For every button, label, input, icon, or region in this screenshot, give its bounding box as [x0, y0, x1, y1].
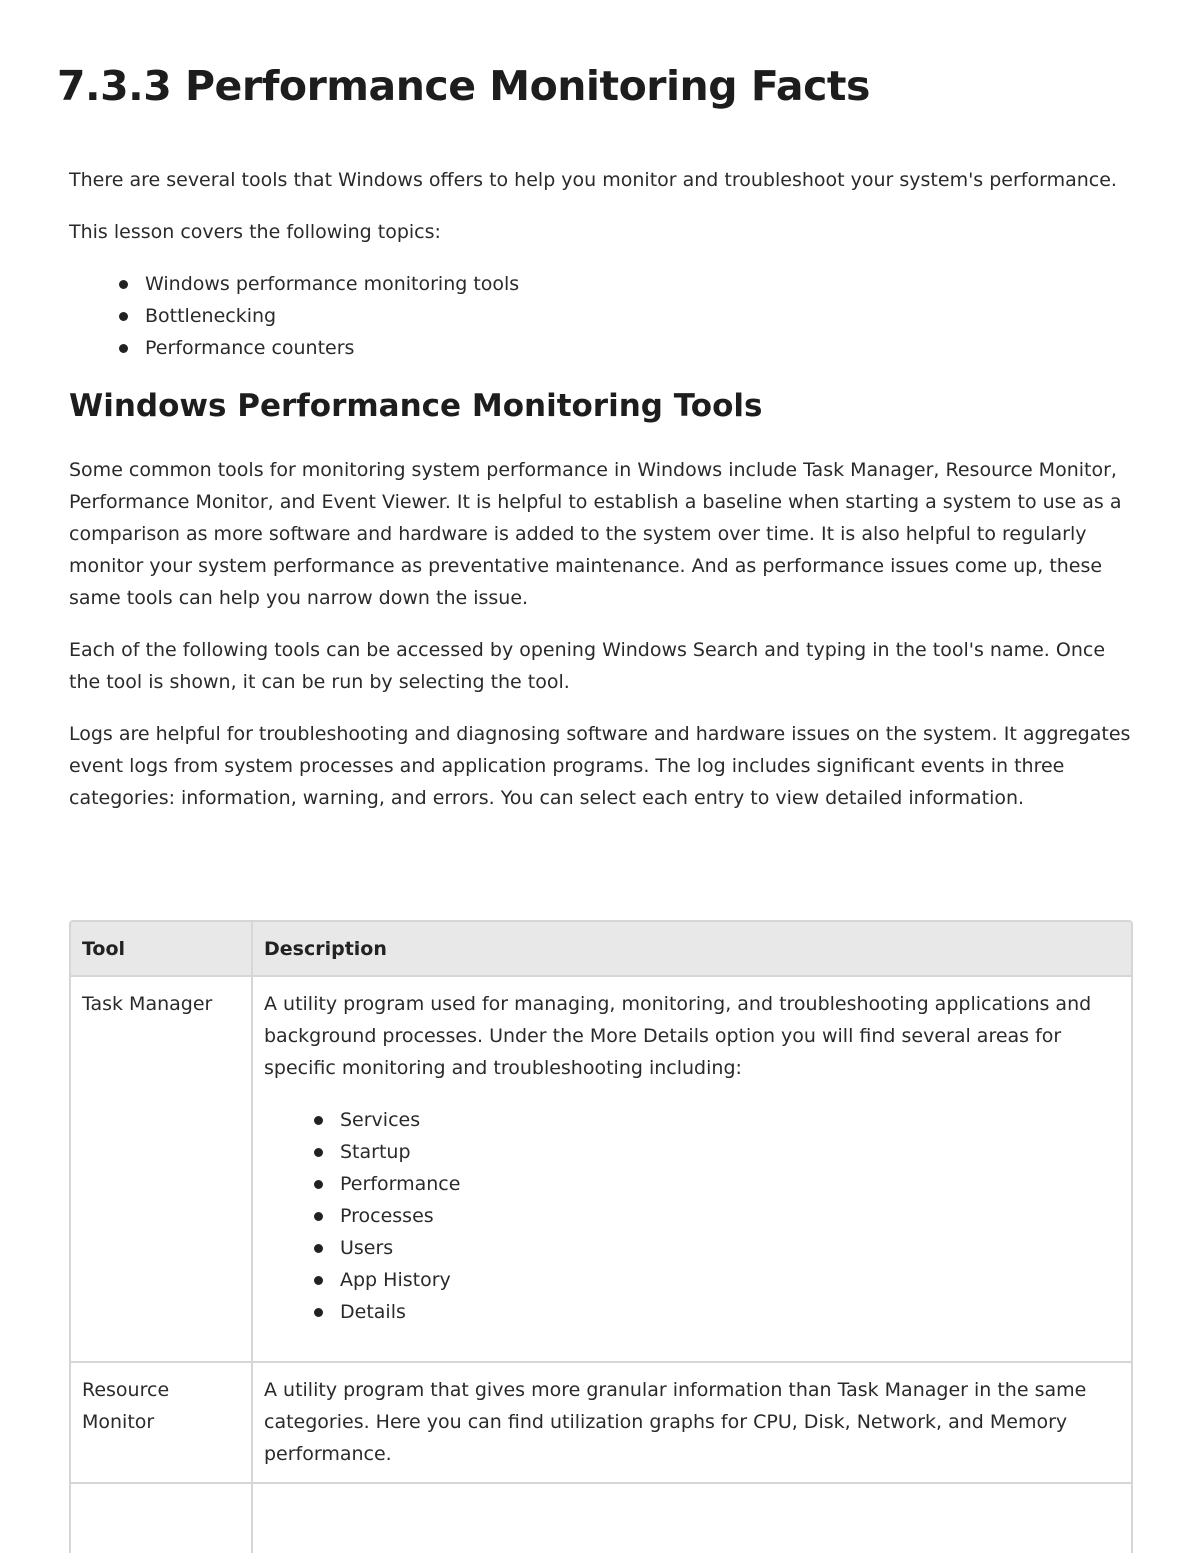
section-paragraph: Logs are helpful for troubleshooting and diagnosing software and hardware issues on the system. It aggregates event logs from system processes and application programs. The log includes significant events in three categories: information, warning, and errors. You can select each entry to view detailed information. — [69, 723, 1131, 809]
table-row-partial — [71, 1483, 1131, 1553]
topics-intro: This lesson covers the following topics: — [69, 221, 441, 243]
content-body — [69, 164, 1133, 834]
page-title: 7.3.3 Performance Monitoring Facts — [57, 62, 870, 110]
list-item: Startup — [340, 1136, 1120, 1168]
list-item: Users — [340, 1232, 1120, 1264]
section-paragraph: Some common tools for monitoring system performance in Windows include Task Manager, Resource Monitor, Performance Monitor, and Event Viewer. It is helpful to establish a baseline when starting a system to use as a comparison as more software and hardware is added to the system over time. It is also helpful to regularly monitor your system performance as preventative maintenance. And as performance issues come up, these same tools can help you narrow down the issue. — [69, 459, 1122, 609]
intro-paragraph: There are several tools that Windows offers to help you monitor and troubleshoot your system's performance. — [69, 169, 1117, 191]
table-header-row — [71, 922, 1131, 976]
column-header-description: Description — [252, 922, 1131, 976]
list-item: Processes — [340, 1200, 1120, 1232]
list-item: Performance — [340, 1168, 1120, 1200]
tool-name-cell: Resource Monitor — [71, 1362, 252, 1483]
tool-name-cell: Task Manager — [71, 976, 252, 1362]
list-item: Bottlenecking — [145, 300, 1133, 332]
table-row — [71, 976, 1131, 1362]
tool-name-cell — [71, 1483, 252, 1553]
tool-description-cell — [252, 976, 1131, 1362]
tool-description-cell — [252, 1483, 1131, 1553]
section-paragraph: Each of the following tools can be accessed by opening Windows Search and typing in the tool's name. Once the tool is shown, it can be run by selecting the tool. — [69, 639, 1106, 693]
list-item: Details — [340, 1296, 1120, 1328]
tools-table — [71, 922, 1131, 1553]
table-row — [71, 1362, 1131, 1483]
list-item: Windows performance monitoring tools — [145, 268, 1133, 300]
list-item: Performance counters — [145, 332, 1133, 364]
task-manager-areas-list — [264, 1104, 1120, 1328]
column-header-tool: Tool — [71, 922, 252, 976]
list-item: App History — [340, 1264, 1120, 1296]
topics-list — [69, 268, 1133, 364]
list-item: Services — [340, 1104, 1120, 1136]
tool-description: A utility program used for managing, monitoring, and troubleshooting applications and background processes. Under the More Details option you will find several areas for specific monitoring and troubleshooting including: — [264, 993, 1092, 1079]
section-heading: Windows Performance Monitoring Tools — [69, 388, 763, 424]
tools-table-container — [69, 920, 1133, 1553]
tool-description-cell: A utility program that gives more granular information than Task Manager in the same categories. Here you can find utilization graphs for CPU, Disk, Network, and Memory performance. — [252, 1362, 1131, 1483]
